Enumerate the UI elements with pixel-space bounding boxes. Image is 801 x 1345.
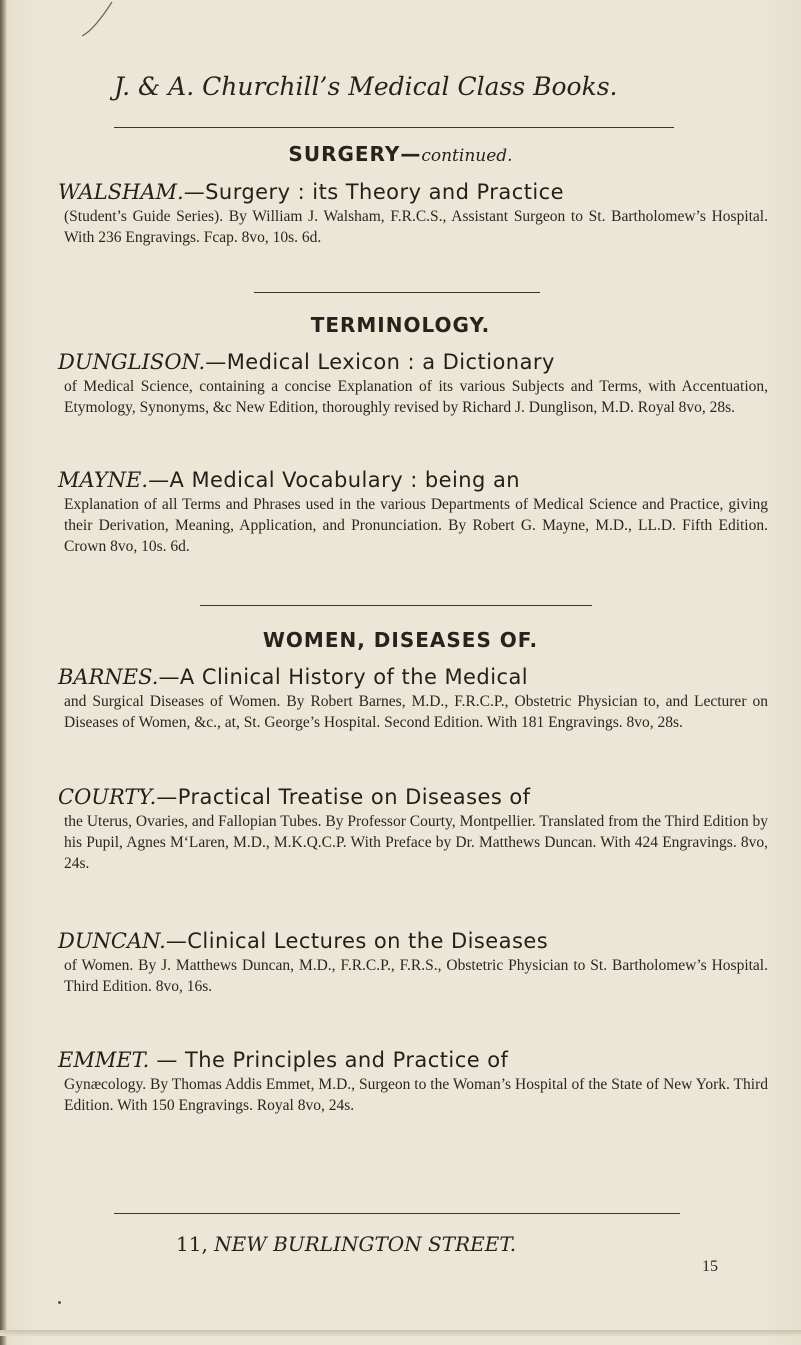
entry-mayne (58, 466, 768, 558)
page-bottom-edge (0, 1330, 801, 1336)
footer-rule (114, 1213, 680, 1214)
entry-author: COURTY. (58, 785, 157, 809)
entry-author: EMMET. (58, 1048, 150, 1072)
entry-author: WALSHAM. (58, 180, 184, 204)
page-number: 15 (702, 1258, 718, 1275)
street-name: NEW BURLINGTON STREET. (214, 1232, 517, 1256)
entry-duncan (58, 927, 768, 997)
entry-author: MAYNE. (58, 468, 149, 492)
entry-dunglison (58, 348, 768, 418)
entry-title: —Surgery : its Theory and Practice (183, 180, 565, 204)
entry-description: (Student’s Guide Series). By William J. Walsham, F.R.C.S., Assistant Surgeon to St. Bartholomew’s Hospital. With 236 Engravings. Fcap. 8vo, 10s. 6d. (64, 208, 768, 247)
binding-edge (0, 0, 7, 1345)
section-heading-terminology: TERMINOLOGY. (310, 313, 491, 337)
header-rule (114, 127, 674, 128)
entry-title: —A Medical Vocabulary : being an (148, 468, 521, 492)
entry-description: of Medical Science, containing a concise Explanation of its various Subjects and Terms, with Accentuation, Etymology, Synonyms, &c New Edition, thoroughly revised by Richard J. Dunglison, M.D. Royal 8vo, 28s. (64, 378, 768, 417)
entry-heading (58, 1046, 768, 1074)
entry-author: DUNCAN. (58, 929, 166, 953)
entry-description: and Surgical Diseases of Women. By Robert Barnes, M.D., F.R.C.P., Obstetric Physician to, and Lecturer on Diseases of Women, &c., at, St. George’s Hospital. Second Edition. With 181 Engravings. 8vo, 28s. (64, 693, 768, 732)
entry-author: DUNGLISON. (58, 350, 206, 374)
entry-title: —Practical Treatise on Diseases of (156, 785, 531, 809)
entry-heading (58, 178, 768, 206)
entry-author: BARNES. (58, 665, 159, 689)
entry-heading (58, 466, 768, 494)
entry-description: Gynæcology. By Thomas Addis Emmet, M.D., Surgeon to the Woman’s Hospital of the State of New York. Third Edition. With 150 Engravings. Royal 8vo, 24s. (64, 1076, 768, 1115)
entry-heading (58, 927, 768, 955)
running-header: J. & A. Churchill’s Medical Class Books. (114, 72, 618, 101)
section-divider (254, 292, 540, 293)
entry-description: Explanation of all Terms and Phrases used in the various Departments of Medical Science and Practice, giving their Derivation, Meaning, Application, and Pronunciation. By Robert G. Mayne, M.D., LL.D. Fifth Edition. Crown 8vo, 10s. 6d. (64, 496, 768, 556)
entry-walsham (58, 178, 768, 248)
entry-courty (58, 783, 768, 875)
ink-speck (58, 1301, 61, 1304)
entry-description: of Women. By J. Matthews Duncan, M.D., F.R.C.P., F.R.S., Obstetric Physician to St. Bartholomew’s Hospital. Third Edition. 8vo, 16s. (64, 957, 768, 996)
section-divider (200, 605, 592, 606)
entry-title: — The Principles and Practice of (149, 1048, 509, 1072)
entry-title: —Clinical Lectures on the Diseases (165, 929, 549, 953)
entry-barnes (58, 663, 768, 733)
pencil-mark (80, 0, 114, 40)
entry-heading (58, 663, 768, 691)
street-number: 11, (176, 1232, 215, 1256)
entry-heading (58, 783, 768, 811)
entry-heading (58, 348, 768, 376)
entry-title: —Medical Lexicon : a Dictionary (205, 350, 555, 374)
entry-title: —A Clinical History of the Medical (158, 665, 529, 689)
section-heading-surgery: SURGERY—continued. (288, 142, 513, 166)
entry-description: the Uterus, Ovaries, and Fallopian Tubes. By Professor Courty, Montpellier. Translated from the Third Edition by his Pupil, Agnes M‘Laren, M.D., M.K.Q.C.P. With Preface by Dr. Matthews Duncan. With 424 Engravings. 8vo, 24s. (64, 813, 768, 873)
entry-emmet (58, 1046, 768, 1116)
publisher-address (176, 1232, 516, 1256)
section-heading-women: WOMEN, DISEASES OF. (262, 628, 539, 652)
